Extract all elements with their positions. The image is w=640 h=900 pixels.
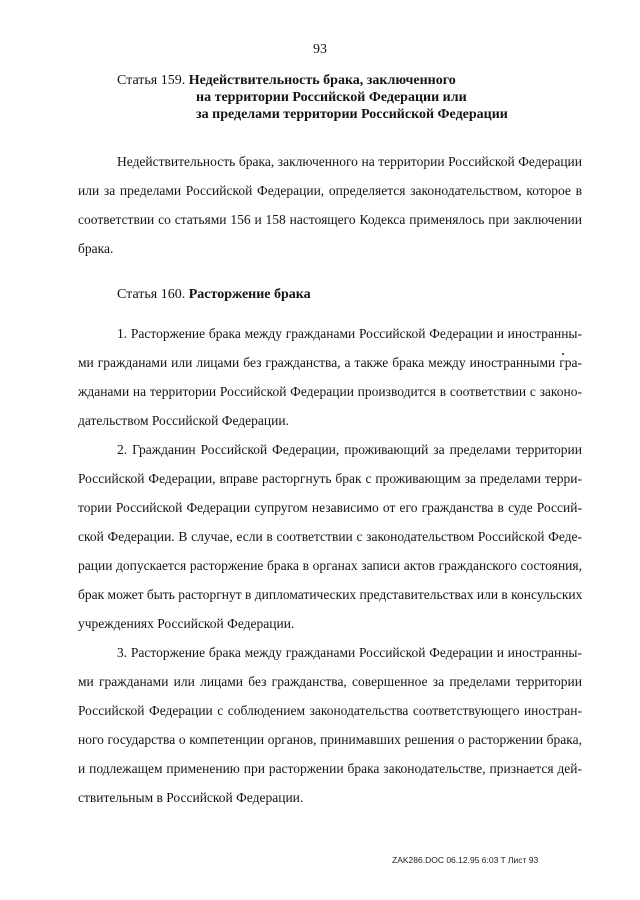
article-160-paragraph-2-line: ской Федерации. В случае, если в соответствии с законодательством Российской Феде- [78, 529, 582, 544]
article-159-body-line: или за пределами Российской Федерации, определяется законодательством, которое в [78, 183, 582, 198]
article-160-paragraph-3-line: ствительным в Российской Федерации. [78, 790, 304, 805]
article-160-paragraph-2-line: Российской Федерации, вправе расторгнуть брак с проживающим за пределами терри- [78, 471, 582, 486]
article-160-paragraph-2-line: рации допускается расторжение брака в органах записи актов гражданского состояния, [78, 558, 582, 573]
document-footer: ZAK286.DOC 06.12.95 6:03 T Лист 93 [392, 855, 539, 865]
article-160-paragraph-1-line: дательством Российской Федерации. [78, 413, 289, 428]
article-160-paragraph-1-line: ми гражданами или лицами без гражданства, а также брака между иностранными гра- [78, 355, 582, 370]
page-number: 93 [313, 42, 327, 57]
article-159-title-line-1: Недействительность брака, заключенного [188, 73, 456, 88]
article-160-paragraph-2-line: тории Российской Федерации супругом независимо от его гражданства в суде Россий- [78, 500, 582, 515]
article-160-paragraph-2-line: 2. Гражданин Российской Федерации, проживающий за пределами территории [117, 442, 582, 457]
article-160-paragraph-3-line: ного государства о компетенции органов, принимавших решения о расторжении брака, [78, 732, 582, 747]
article-160-paragraph-1-line: 1. Расторжение брака между гражданами Российской Федерации и иностранны- [117, 326, 582, 341]
article-160-paragraph-2-line: учреждениях Российской Федерации. [78, 616, 295, 631]
article-159-body-line: Недействительность брака, заключенного на территории Российской Федерации [117, 154, 582, 169]
article-160-paragraph-3-line: и подлежащем применению при расторжении брака законодательстве, признается дей- [78, 761, 582, 776]
article-159-title-line-3: за пределами территории Российской Федерации [196, 107, 508, 122]
article-160-paragraph-2-line: брак может быть расторгнут в дипломатических представительствах или в консульских [78, 587, 583, 602]
article-160-title: Расторжение брака [188, 287, 311, 302]
article-160-paragraph-3-line: 3. Расторжение брака между гражданами Российской Федерации и иностранны- [117, 645, 582, 660]
article-160-prefix: Статья 160. [117, 287, 186, 302]
article-159-body-line: брака. [78, 241, 114, 256]
article-159-prefix: Статья 159. [117, 73, 186, 88]
article-159-heading [117, 74, 456, 88]
article-160-paragraph-3-line: ми гражданами или лицами без гражданства, совершенное за пределами территории [78, 674, 582, 689]
article-160-paragraph-1-line: жданами на территории Российской Федерации производится в соответствии с законо- [78, 384, 582, 399]
article-160-heading [117, 288, 311, 302]
article-160-paragraph-3-line: Российской Федерации с соблюдением законодательства соответствующего иностран- [78, 703, 582, 718]
article-159-title-line-2: на территории Российской Федерации или [196, 90, 467, 105]
article-159-body-line: соответствии со статьями 156 и 158 настоящего Кодекса применялось при заключении [78, 212, 582, 227]
